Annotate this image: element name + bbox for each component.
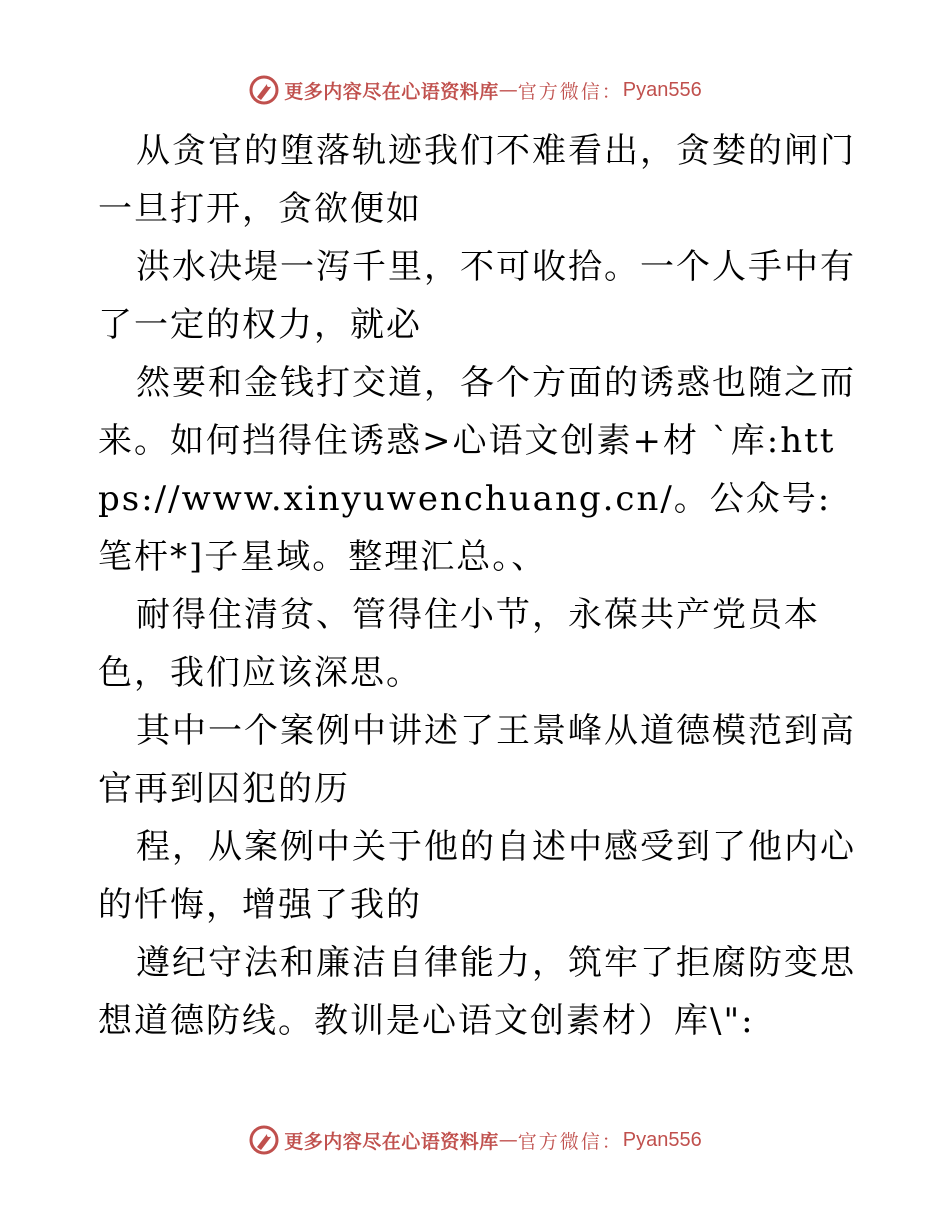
header-wechat-id: Pyan556: [622, 78, 702, 101]
footer-separator: —: [498, 1129, 518, 1151]
footer-banner: [0, 1120, 950, 1160]
paragraph-6: 程，从案例中关于他的自述中感受到了他内心的忏悔，增强了我的: [98, 827, 856, 925]
header-separator: —: [498, 79, 518, 101]
pen-nib-circle-logo-icon: [248, 1124, 280, 1156]
paragraph-4: 耐得住清贫、管得住小节，永葆共产党员本色，我们应该深思。: [98, 595, 820, 693]
pen-nib-circle-logo-icon: [248, 74, 280, 106]
paragraph-5: 其中一个案例中讲述了王景峰从道德模范到高官再到囚犯的历: [98, 711, 856, 809]
document-body: [98, 122, 858, 1050]
header-brand-text: 更多内容尽在心语资料库: [284, 80, 499, 103]
footer-wechat-id: Pyan556: [622, 1128, 702, 1151]
paragraph-1: 从贪官的堕落轨迹我们不难看出，贪婪的闸门一旦打开，贪欲便如: [98, 131, 856, 229]
footer-official-label: 官方微信：: [517, 1130, 623, 1153]
paragraph-3: 然要和金钱打交道，各个方面的诱惑也随之而来。如何挡得住诱惑>心语文创素+材 `库:https://www.xinyuwenchuang.cn/。公众号: 笔杆*]子星域。整理汇总。、: [98, 363, 856, 577]
header-official-label: 官方微信：: [517, 80, 623, 103]
header-banner: [0, 70, 950, 110]
paragraph-2: 洪水决堤一泻千里，不可收拾。一个人手中有了一定的权力，就必: [98, 247, 856, 345]
footer-brand-text: 更多内容尽在心语资料库: [284, 1130, 499, 1153]
paragraph-7: 遵纪守法和廉洁自律能力，筑牢了拒腐防变思想道德防线。教训是心语文创素材）库\":: [98, 943, 856, 1041]
